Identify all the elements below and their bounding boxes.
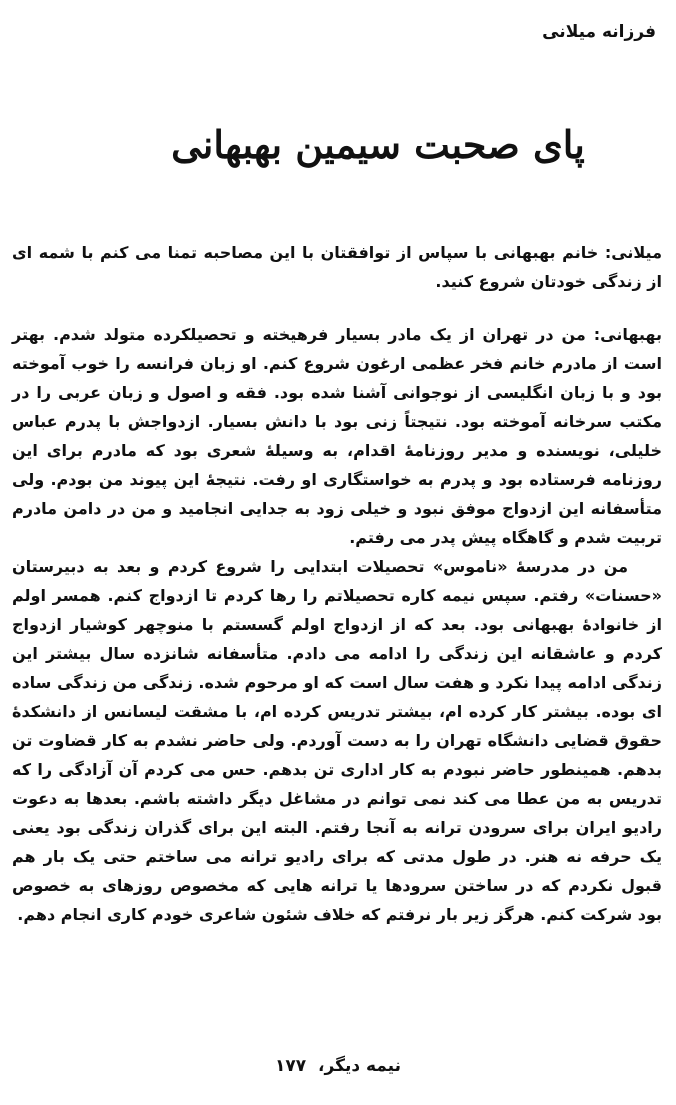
author-name: فرزانه میلانی — [542, 22, 656, 42]
paragraph-intro-question: میلانی: خانم بهبهانی با سپاس از توافقتان با این مصاحبه تمنا می کنم با شمه ای از زندگی خودتان شروع کنید. — [12, 243, 662, 291]
paragraph-gap — [12, 296, 662, 320]
page-footer — [0, 1056, 676, 1076]
article-title: پای صحبت سیمین بهبهانی — [171, 122, 585, 167]
paragraph-answer-family: بهبهانی: من در تهران از یک مادر بسیار فرهیخته و تحصیلکرده متولد شدم. بهتر است از مادرم خانم فخر عظمی ارغون شروع کنم. او زبان فرانسه را خوب آموخته بود و با زبان انگلیسی از نوجوانی آشنا شده بود. فقه و اصول و زبان عربی را در مکتب سرخانه آموخته بود. نتیجتاً زنی بود با دانش بسیار. ازدواجش با پدرم عباس خلیلی، نویسنده و مدیر روزنامهٔ اقدام، به وسیلهٔ شعری بود که مادرم برای این روزنامه فرستاده بود و پدرم به خواستگاری او رفت. نتیجهٔ این پیوند من بودم. ولی متأسفانه این ازدواج موفق نبود و خیلی زود به جدایی انجامید و من در دامن مادرم تربیت شدم و گاهگاه پیش پدر می رفتم. — [12, 325, 662, 547]
page-number: ۱۷۷ — [274, 1056, 307, 1076]
article-body — [12, 238, 662, 929]
paragraph-answer-education: من در مدرسهٔ «ناموس» تحصیلات ابتدایی را شروع کردم و بعد به دبیرستان «حسنات» رفتم. سپس نیمه کاره تحصیلاتم را رها کردم تا ازدواج کنم. همسر اولم از خانوادهٔ بهبهانی بود. بعد که از ازدواج اولم گسستم با منوچهر کوشیار ازدواج کردم و عاشقانه این زندگی را ادامه می دادم. متأسفانه شانزده سال بیشتر این زندگی ادامه پیدا نکرد و هفت سال است که او مرحوم شده. زندگی من زندگی ساده ای بوده. بیشتر کار کرده ام، بیشتر تدریس کرده ام، با مشقت لیسانس از دانشکدهٔ حقوق قضایی دانشگاه تهران را به دست آوردم. ولی حاضر نشدم به کار قضاوت تن بدهم. همینطور حاضر نبودم به کار اداری تن بدهم. حس می کردم آن آزادگی را که تدریس به من عطا می کند نمی توانم در مشاغل دیگر داشته باشم. بعدها به دعوت رادیو ایران برای سرودن ترانه به آنجا رفتم. البته این برای گذران زندگی بود یعنی یک حرفه نه هنر. در طول مدتی که برای رادیو ترانه می ساختم حتی یک بار هم قبول نکردم که در ساختن سرودها یا ترانه هایی که مخصوص روزهای به خصوص بود شرکت کنم. هرگز زیر بار نرفتم که خلاف شئون شاعری خودم کاری انجام دهم. — [12, 557, 662, 924]
journal-name: نیمه دیگر، — [318, 1056, 402, 1076]
